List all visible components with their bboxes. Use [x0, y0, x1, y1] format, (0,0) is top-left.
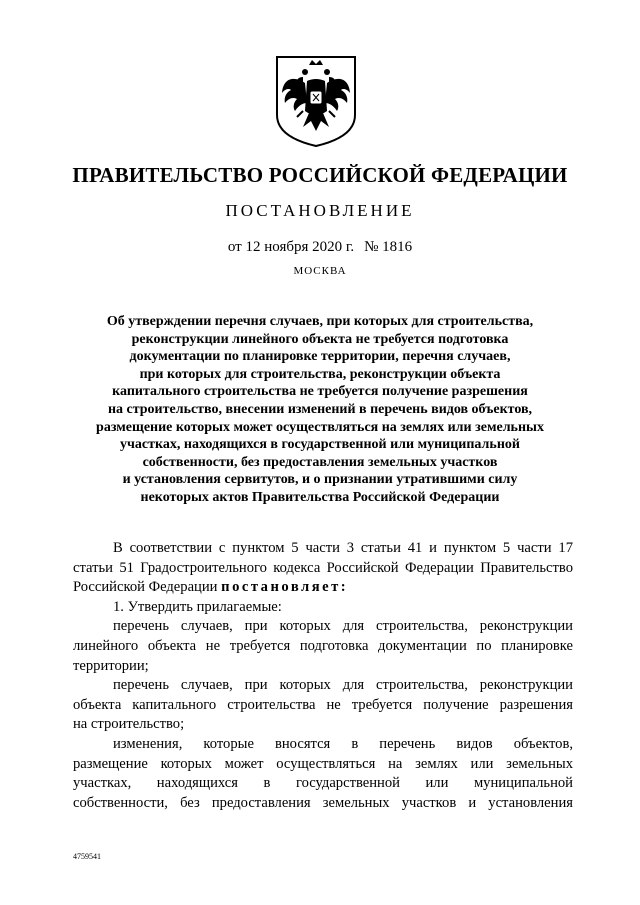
- list-item-line: на строительство;: [73, 716, 185, 733]
- list-item-line: объекта капитального строительства не требуется получение разрешения: [73, 696, 573, 713]
- title-line: собственности, без предоставления земельных участков: [142, 454, 498, 470]
- list-item-line: перечень случаев, при которых для строительства, реконструкции: [113, 618, 573, 635]
- list-item-line: линейного объекта не требуется подготовка документации по планировке: [73, 637, 573, 654]
- government-title: ПРАВИТЕЛЬСТВО РОССИЙСКОЙ ФЕДЕРАЦИИ: [72, 163, 568, 187]
- title-line: размещение которых может осуществляться на землях или земельных: [96, 419, 544, 435]
- decree-body: [73, 539, 573, 813]
- body-line: статьи 51 Градостроительного кодекса Российской Федерации Правительство: [73, 559, 573, 576]
- list-item-line: изменения, которые вносятся в перечень видов объектов,: [113, 735, 573, 752]
- title-line: участках, находящихся в государственной или муниципальной: [120, 437, 520, 453]
- decree-word: постановляет:: [221, 579, 349, 596]
- decree-title: [60, 313, 580, 507]
- list-item-line: участках, находящихся в государственной или муниципальной: [73, 775, 573, 792]
- body-line: [73, 578, 573, 598]
- title-line: на строительство, внесении изменений в перечень видов объектов,: [107, 401, 533, 417]
- decree-number: № 1816: [364, 239, 413, 255]
- coat-of-arms-emblem: [273, 53, 359, 149]
- document-id: 4759541: [73, 852, 101, 861]
- title-line: и установления сервитутов, и о признании утратившими силу: [122, 472, 518, 488]
- list-item-line: собственности, без предоставления земельных участков и установления: [73, 794, 573, 811]
- item-1: 1. Утвердить прилагаемые:: [113, 598, 282, 615]
- title-line: при которых для строительства, реконструкции объекта: [139, 366, 501, 382]
- city: МОСКВА: [293, 265, 347, 277]
- list-item-line: размещение которых может осуществляться на землях или земельных: [73, 755, 573, 772]
- title-line: Об утверждении перечня случаев, при которых для строительства,: [106, 314, 534, 329]
- title-line: некоторых актов Правительства Российской Федерации: [140, 489, 500, 505]
- title-line: реконструкции линейного объекта не требуется подготовка: [131, 331, 509, 347]
- list-item-line: перечень случаев, при которых для строительства, реконструкции: [113, 677, 573, 694]
- document-type: ПОСТАНОВЛЕНИЕ: [225, 201, 415, 220]
- title-line: капитального строительства не требуется получение разрешения: [112, 384, 528, 400]
- date-line: [0, 239, 640, 256]
- body-line: В соответствии с пунктом 5 части 3 статьи 41 и пунктом 5 части 17: [113, 540, 573, 556]
- body-text: Российской Федерации: [73, 579, 218, 596]
- decree-date: от 12 ноября 2020 г.: [227, 239, 355, 255]
- list-item-line: территории;: [73, 657, 149, 674]
- title-line: документации по планировке территории, перечня случаев,: [129, 349, 511, 365]
